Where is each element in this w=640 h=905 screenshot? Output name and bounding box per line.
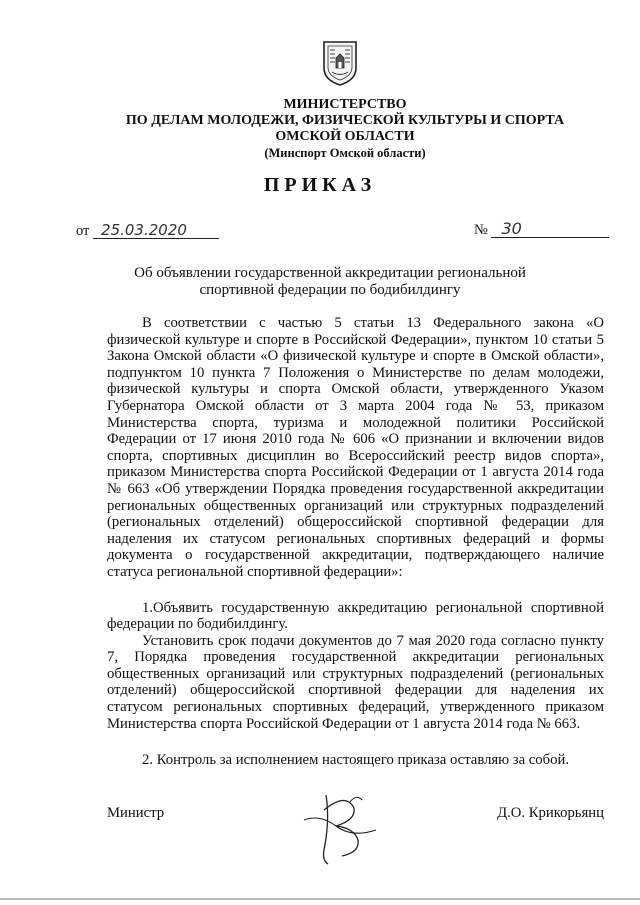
ministry-short-name: (Минспорт Омской области) bbox=[264, 146, 426, 160]
order-date-row bbox=[76, 222, 219, 240]
ministry-name-line1: МИНИСТЕРСТВО bbox=[283, 97, 407, 112]
ministry-name-line3: ОМСКОЙ ОБЛАСТИ bbox=[275, 129, 415, 144]
order-number-row bbox=[474, 220, 609, 239]
signatory-position: Министр bbox=[107, 805, 165, 821]
date-prefix: от bbox=[76, 223, 90, 239]
item-2-paragraph: 2. Контроль за исполнением настоящего приказа оставляю за собой. bbox=[142, 752, 569, 769]
order-number-handwritten: 30 bbox=[491, 220, 609, 238]
order-title: ПРИКАЗ bbox=[263, 174, 377, 196]
scan-edge-line bbox=[0, 898, 640, 900]
item-1-deadline-paragraph: Установить срок подачи документов до 7 мая 2020 года согласно пункту 7, Порядка проведения государственной аккредитации региональных общественных организаций или структурных подразделений (региональных отделений) общероссийской спортивной федерации для наделения их статусом региональных спортивных федераций, утвержденного приказом Министерства спорта Российской Федерации от 1 августа 2014 года № 663. bbox=[107, 632, 604, 732]
ministry-header bbox=[120, 97, 570, 161]
order-date-handwritten: 25.03.2020 bbox=[93, 222, 219, 239]
order-body bbox=[107, 315, 604, 769]
coat-of-arms-emblem bbox=[320, 38, 360, 88]
ministry-name-line2: ПО ДЕЛАМ МОЛОДЕЖИ, ФИЗИЧЕСКОЙ КУЛЬТУРЫ И СПОРТА bbox=[125, 113, 565, 128]
preamble-paragraph: В соответствии с частью 5 статьи 13 Федерального закона «О физической культуре и спорте в Российской Федерации», пунктом 10 статьи 5 Закона Омской области «О физической культуре и спорте в Омской области», подпунктом 10 пункта 7 Положения о Министерстве по делам молодежи, физической культуры и спорта Омской области, утвержденного Указом Губернатора Омской области от 3 марта 2004 года № 53, приказом Министерства спорта, туризма и молодежной политики Российской Федерации от 17 июня 2010 года № 606 «О признании и включении видов спорта, спортивных дисциплин во Всероссийский реестр видов спорта», приказом Министерства спорта Российской Федерации от 1 августа 2014 года № 663 «Об утверждении Порядка проведения государственной аккредитации региональных общественных организаций или структурных подразделений (региональных отделений) общероссийской спортивной федерации для наделения их статусом региональных спортивных федераций и формы документа о государственной аккредитации, подтверждающего наличие статуса региональной спортивной федерации»: bbox=[107, 315, 604, 580]
item-1-paragraph: 1.Объявить государственную аккредитацию региональной спортивной федерации по бодибилдингу. bbox=[107, 599, 604, 633]
handwritten-signature bbox=[296, 780, 386, 870]
number-prefix: № bbox=[474, 222, 488, 238]
order-subject: Об объявлении государственной аккредитации региональной спортивной федерации по бодибилдингу bbox=[134, 265, 526, 298]
signatory-name: Д.О. Крикорьянц bbox=[497, 805, 604, 821]
